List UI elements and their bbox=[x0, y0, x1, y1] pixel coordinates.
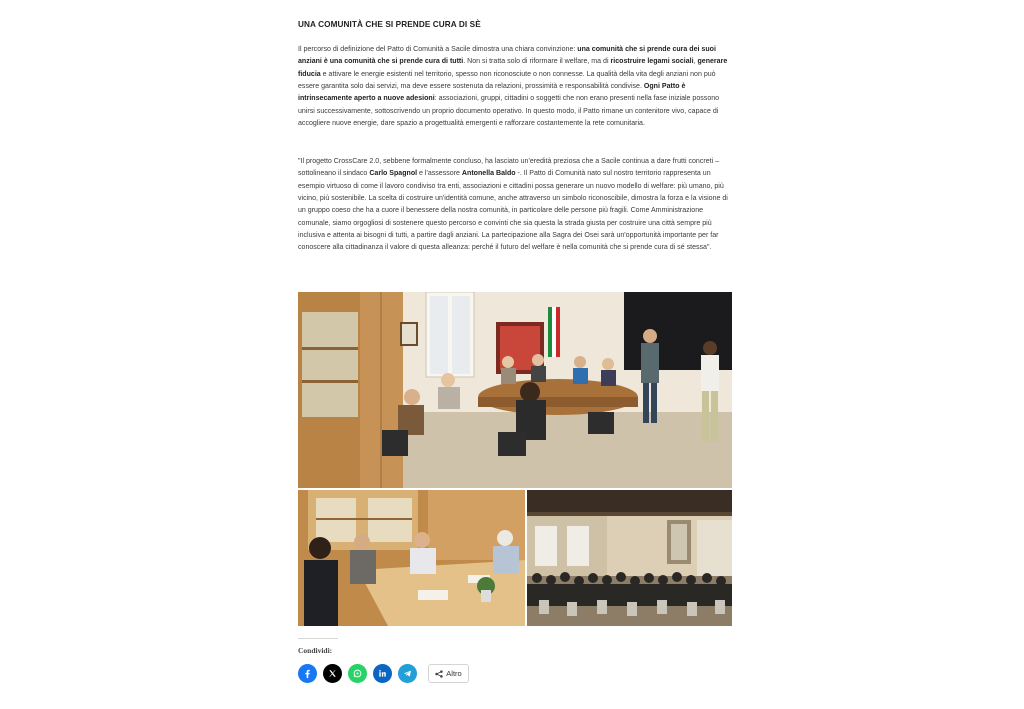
telegram-icon bbox=[402, 668, 413, 679]
bold-text-run: Carlo Spagnol bbox=[369, 170, 418, 178]
share-telegram-button[interactable] bbox=[398, 664, 417, 683]
text-run: , bbox=[693, 58, 698, 66]
share-more-label: Altro bbox=[446, 669, 462, 678]
facebook-icon bbox=[302, 668, 313, 679]
share-x-button[interactable] bbox=[323, 664, 342, 683]
linkedin-icon bbox=[377, 668, 388, 679]
share-more-button[interactable] bbox=[428, 664, 469, 683]
article-paragraph-1 bbox=[298, 44, 732, 130]
share-icon bbox=[435, 670, 443, 678]
bold-text-run: generare fiducia bbox=[298, 58, 728, 78]
text-run: "Il progetto CrossCare 2.0, sebbene formalmente concluso, ha lasciato un'eredità preziosa che a Sacile continua a dare frutti concreti – sottolineano il sindaco bbox=[298, 158, 720, 178]
whatsapp-icon bbox=[352, 668, 363, 679]
share-divider bbox=[298, 638, 338, 639]
text-run: e l'assessore bbox=[417, 170, 462, 178]
article-paragraph-2 bbox=[298, 156, 732, 255]
meeting-photo-small[interactable] bbox=[298, 490, 525, 626]
share-linkedin-button[interactable] bbox=[373, 664, 392, 683]
text-run: : associazioni, gruppi, cittadini o soggetti che non erano presenti nella fase iniziale possono unirsi successivamente, sottoscrivendo un proprio documento operativo. In questo modo, il Patto rimane un contenitore vivo, capace di accogliere nuove energie, dare spazio a progettualità emergenti e rafforzare costantemente la rete comunitaria. bbox=[298, 95, 720, 128]
x-icon bbox=[327, 668, 338, 679]
text-run: e attivare le energie esistenti nel territorio, spesso non riconosciute o non connesse. La qualità della vita degli anziani non può essere garantita solo dai servizi, ma deve essere sostenuta da relazioni, prossimità e responsabilità condivise. bbox=[298, 70, 716, 91]
share-facebook-button[interactable] bbox=[298, 664, 317, 683]
bold-text-run: una comunità che si prende cura dei suoi anziani è una comunità che si prende cura di tutti bbox=[298, 46, 716, 66]
bold-text-run: Antonella Baldo bbox=[461, 170, 516, 178]
bold-text-run: ricostruire legami sociali bbox=[610, 58, 694, 66]
text-run: -. Il Patto di Comunità nato sul nostro territorio rappresenta un esempio virtuoso di come il lavoro condiviso tra enti, associazioni e cittadini possa generare un nuovo modello di welfare: più umano, più vicino, più sostenibile. La scelta di costruire un'identità comune, anche attraverso un simbolo riconoscibile, dimostra la forza e la visione di un gruppo coeso che ha a cuore il benessere della nostra comunità, in particolare delle persone più fragili. Come Amministrazione comunale, siamo orgogliosi di sostenere questo percorso e convinti che sia questa la strada giusta per costruire una città sempre più inclusiva e attenta ai bisogni di tutti, a partire dagli anziani. La partecipazione alla Sagra dei Osei sarà un'opportunità importante per far conoscere alla cittadinanza il valore di questa alleanza: perché il futuro del welfare è nella comunità che si prende cura di sé stessa". bbox=[298, 170, 728, 252]
bold-text-run: Ogni Patto è intrinsecamente aperto a nuove adesioni bbox=[298, 83, 686, 103]
share-label: Condividi: bbox=[298, 646, 333, 655]
meeting-photo-main[interactable] bbox=[298, 292, 732, 488]
article-title: UNA COMUNITÀ CHE SI PRENDE CURA DI SÈ bbox=[298, 20, 481, 29]
text-run: Il percorso di definizione del Patto di Comunità a Sacile dimostra una chiara convinzione: bbox=[298, 46, 578, 53]
share-whatsapp-button[interactable] bbox=[348, 664, 367, 683]
text-run: . Non si tratta solo di riformare il welfare, ma di bbox=[463, 58, 611, 66]
assembly-hall-photo[interactable] bbox=[527, 490, 732, 626]
